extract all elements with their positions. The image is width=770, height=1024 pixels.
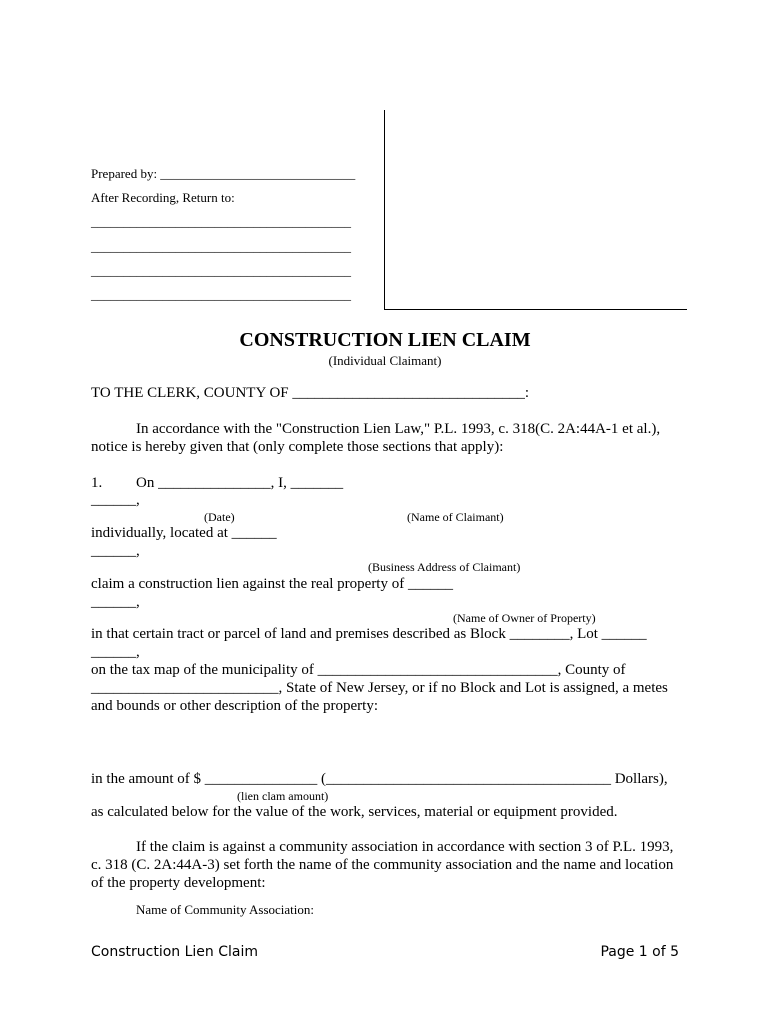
community-name-label: Name of Community Association:	[136, 902, 315, 917]
caption-owner: (Name of Owner of Property)	[453, 611, 596, 625]
footer-document-name: Construction Lien Claim	[91, 944, 258, 960]
amount-line: in the amount of $ _______________ (______________________________________ Dollars),	[91, 771, 668, 787]
caption-date: (Date)	[204, 510, 235, 524]
recording-box-vertical-line	[384, 110, 385, 310]
taxmap-line: on the tax map of the municipality of ________________________________, County of	[91, 662, 626, 678]
document-title: CONSTRUCTION LIEN CLAIM	[239, 329, 531, 351]
return-line-3: ________________________________________	[91, 263, 351, 278]
section-number: 1.	[91, 475, 103, 491]
document-subtitle: (Individual Claimant)	[328, 353, 442, 368]
blank-line-4: ______,	[91, 644, 140, 660]
claim-line: claim a construction lien against the real property of ______	[91, 576, 453, 592]
caption-amount: (lien clam amount)	[237, 789, 329, 803]
intro-line-1: In accordance with the "Construction Lien Law," P.L. 1993, c. 318(C. 2A:44A-1 et al.),	[136, 421, 661, 437]
intro-line-2: notice is hereby given that (only complete those sections that apply):	[91, 439, 504, 455]
calculated-line: as calculated below for the value of the work, services, material or equipment provided.	[91, 804, 618, 820]
caption-address: (Business Address of Claimant)	[368, 560, 521, 574]
return-line-4: ________________________________________	[91, 287, 351, 302]
date-claimant-line: On _______________, I, _______	[136, 475, 344, 491]
state-line: _________________________, State of New Jersey, or if no Block and Lot is assigned, a metes	[91, 680, 668, 696]
community-line-2: c. 318 (C. 2A:44A-3) set forth the name of the community association and the name and location	[91, 857, 674, 873]
recording-box-horizontal-line	[384, 309, 687, 310]
caption-claimant: (Name of Claimant)	[407, 510, 504, 524]
community-line-3: of the property development:	[91, 875, 266, 891]
footer-page-number: Page 1 of 5	[600, 944, 679, 960]
tract-line: in that certain tract or parcel of land and premises described as Block ________, Lot ______	[91, 626, 647, 642]
blank-line-3: ______,	[91, 594, 140, 610]
after-recording-label: After Recording, Return to:	[91, 190, 235, 205]
blank-line-1: ______,	[91, 492, 140, 508]
bounds-line: and bounds or other description of the property:	[91, 698, 379, 714]
community-line-1: If the claim is against a community association in accordance with section 3 of P.L. 1993,	[136, 839, 674, 855]
blank-line-2: ______,	[91, 543, 140, 559]
prepared-by-field: Prepared by: ______________________________	[91, 166, 356, 181]
return-line-2: ________________________________________	[91, 239, 351, 254]
return-line-1: ________________________________________	[91, 214, 351, 229]
located-line: individually, located at ______	[91, 525, 277, 541]
to-clerk-line: TO THE CLERK, COUNTY OF _______________________________:	[91, 385, 530, 401]
